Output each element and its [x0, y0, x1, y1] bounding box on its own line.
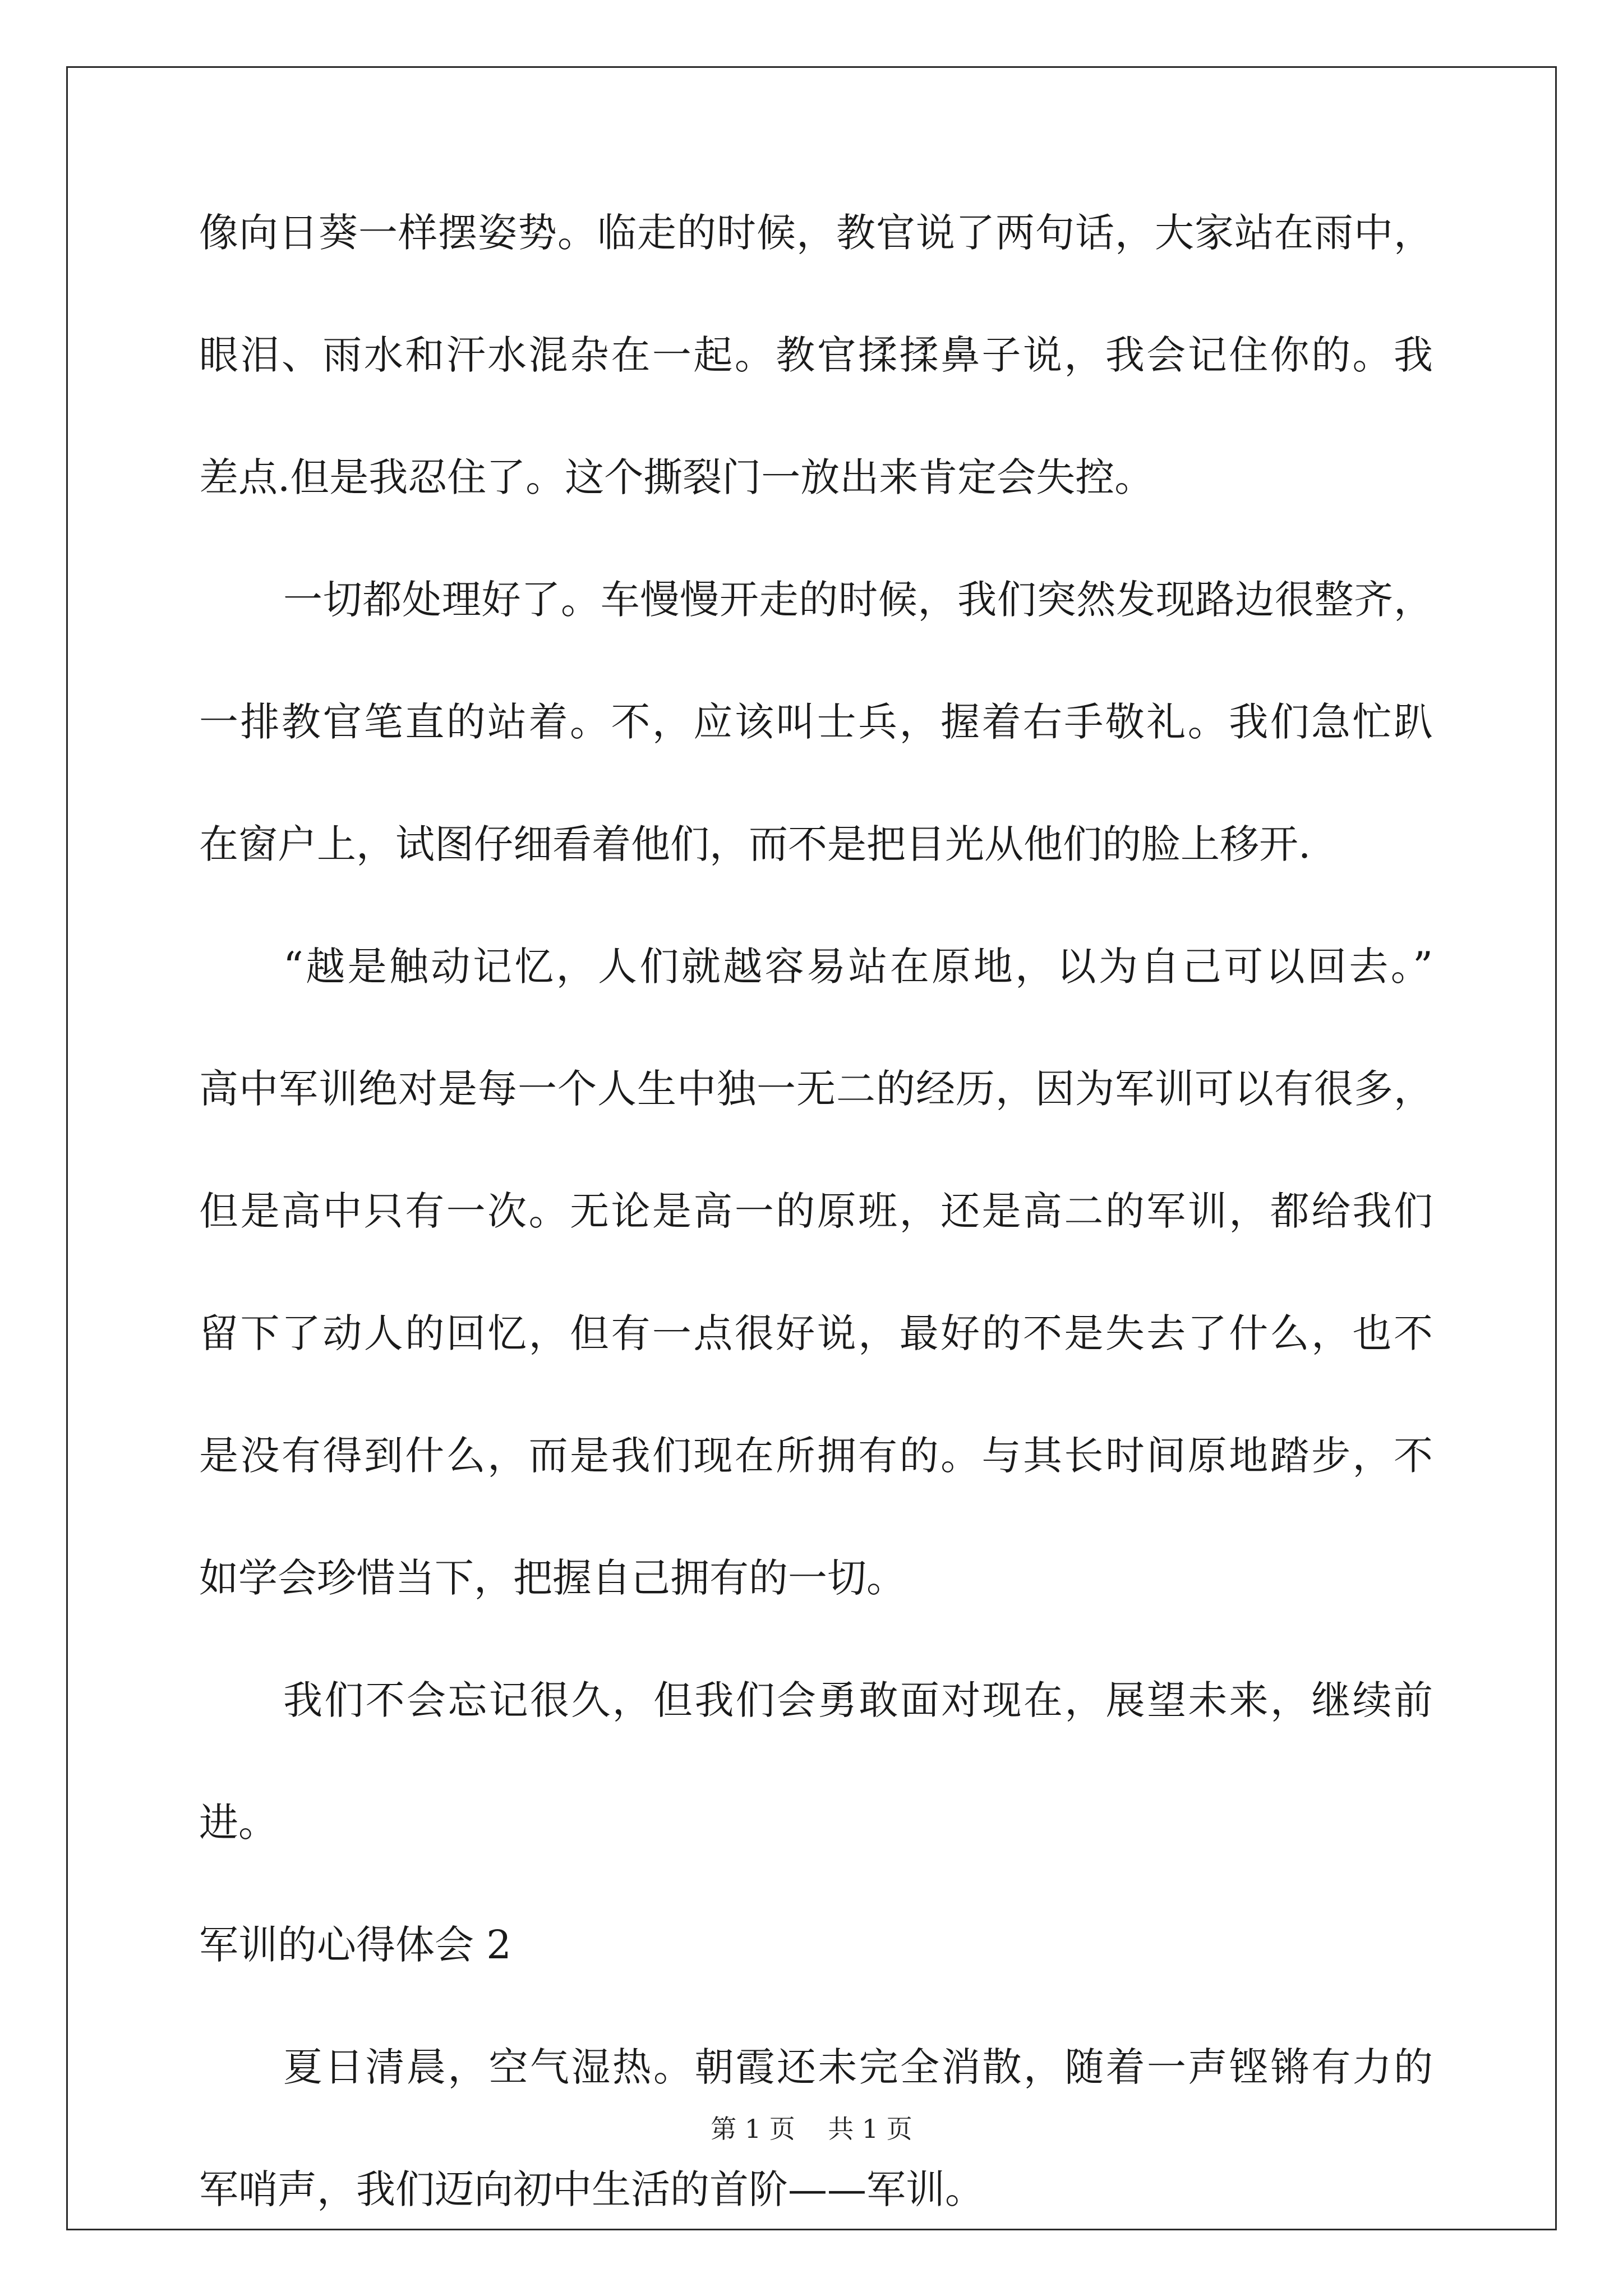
section-heading: 军训的心得体会 2 — [199, 1922, 511, 1968]
text-line: “越是触动记忆，人们就越容易站在原地，以为自己可以回去。” — [283, 944, 1433, 990]
page-number: 第 1 页 — [711, 2114, 795, 2144]
text-line: 差点.但是我忍住了。这个撕裂门一放出来肯定会失控。 — [199, 454, 1154, 500]
text-line: 进。 — [199, 1800, 278, 1846]
text-line: 我们不会忘记很久，但我们会勇敢面对现在，展望未来，继续前 — [283, 1677, 1433, 1723]
text-line: 留下了动人的回忆，但有一点很好说，最好的不是失去了什么，也不 — [199, 1310, 1433, 1356]
text-line: 眼泪、雨水和汗水混杂在一起。教官揉揉鼻子说，我会记住你的。我 — [199, 332, 1433, 378]
text-line: 高中军训绝对是每一个人生中独一无二的经历，因为军训可以有很多， — [199, 1066, 1433, 1112]
text-line: 一切都处理好了。车慢慢开走的时候，我们突然发现路边很整齐， — [283, 577, 1433, 623]
text-line: 军哨声，我们迈向初中生活的首阶——军训。 — [199, 2166, 984, 2212]
page-border — [66, 66, 1557, 2230]
text-line: 像向日葵一样摆姿势。临走的时候，教官说了两句话，大家站在雨中， — [199, 210, 1433, 256]
page-footer — [0, 2112, 1623, 2146]
page-total: 共 1 页 — [828, 2114, 912, 2144]
text-line: 但是高中只有一次。无论是高一的原班，还是高二的军训，都给我们 — [199, 1188, 1433, 1234]
text-line: 一排教官笔直的站着。不，应该叫士兵，握着右手敬礼。我们急忙趴 — [199, 699, 1433, 745]
text-line: 夏日清晨，空气湿热。朝霞还未完全消散，随着一声铿锵有力的 — [283, 2044, 1433, 2090]
text-line: 在窗户上，试图仔细看着他们，而不是把目光从他们的脸上移开. — [199, 821, 1311, 867]
text-line: 如学会珍惜当下，把握自己拥有的一切。 — [199, 1555, 906, 1601]
text-line: 是没有得到什么，而是我们现在所拥有的。与其长时间原地踏步，不 — [199, 1433, 1433, 1479]
